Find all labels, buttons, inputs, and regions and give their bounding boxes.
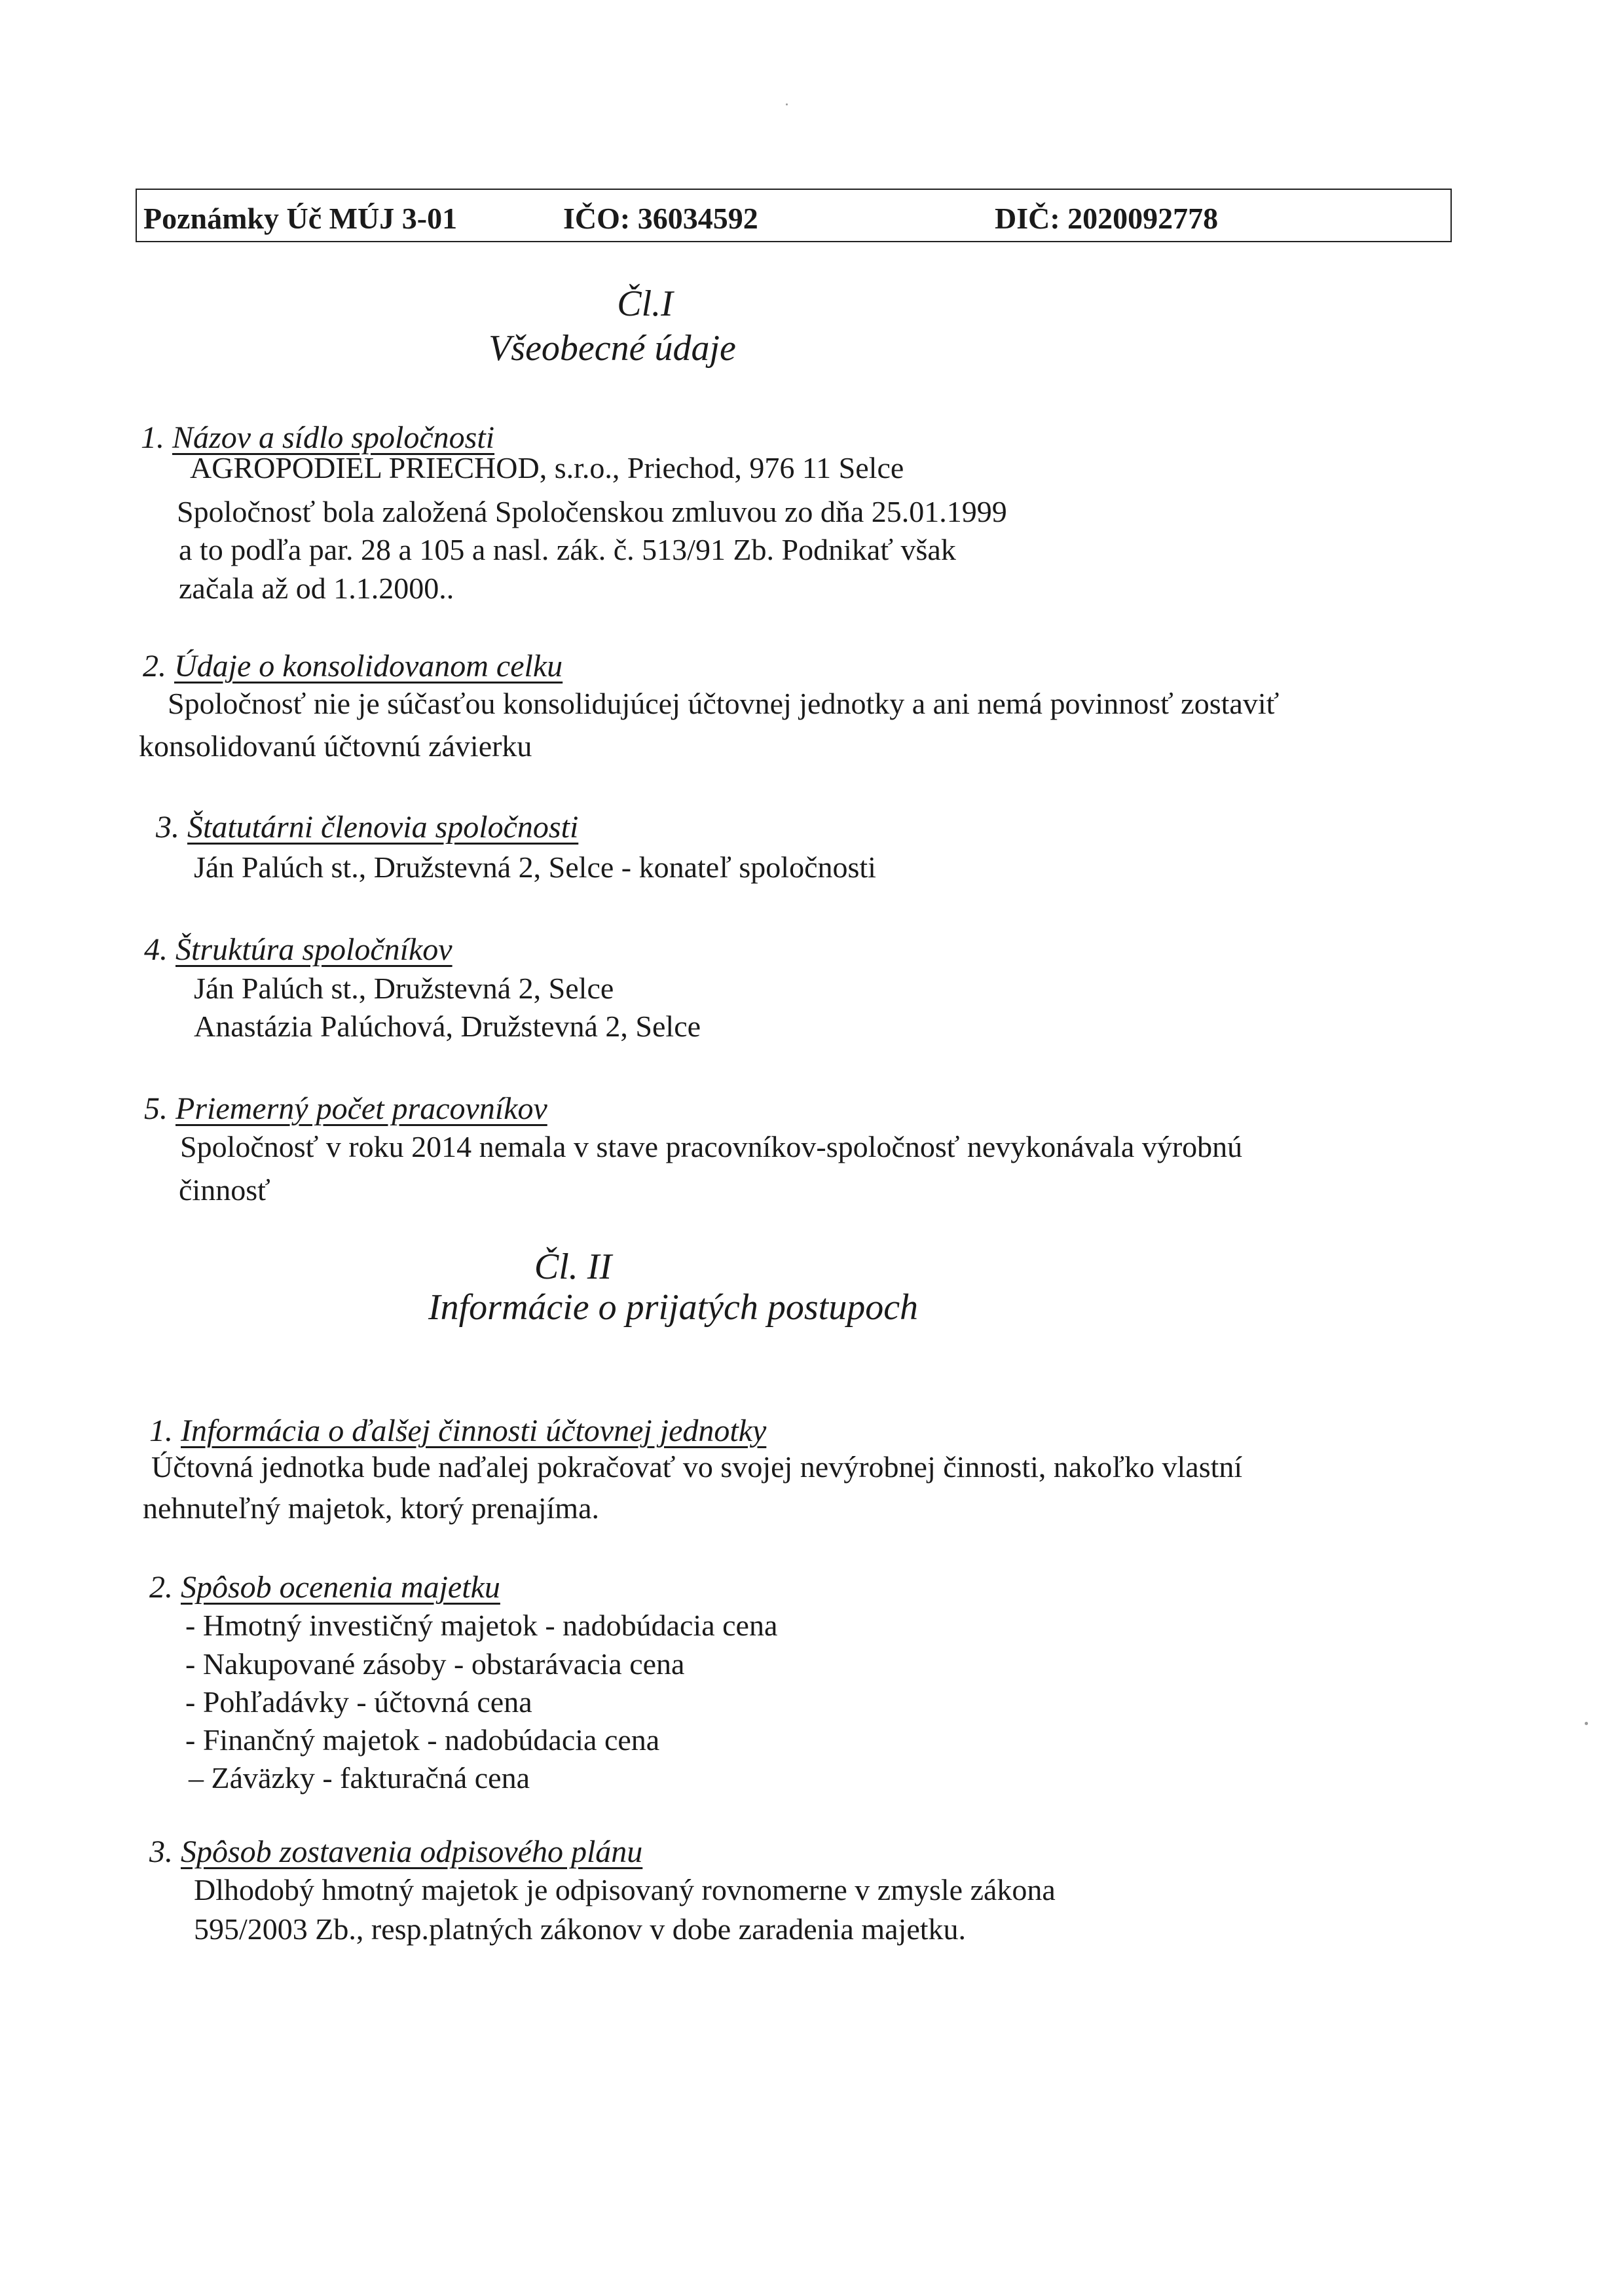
list-item: - Pohľadávky - účtovná cena [185, 1685, 532, 1719]
section-title: Štruktúra spoločníkov [175, 932, 452, 967]
text-line: nehnuteľný majetok, ktorý prenajíma. [143, 1491, 599, 1525]
section-number: 4. [144, 932, 168, 967]
text-line: 595/2003 Zb., resp.platných zákonov v dobe zaradenia majetku. [194, 1912, 967, 1946]
section-number: 2. [143, 649, 166, 683]
text-line: Ján Palúch st., Družstevná 2, Selce - konateľ spoločnosti [194, 850, 876, 884]
text-line: začala až od 1.1.2000.. [179, 572, 454, 605]
chapter2-number: Čl. II [534, 1247, 612, 1287]
section-number: 1. [141, 420, 164, 455]
header-box [136, 189, 1452, 242]
text-line: Dlhodobý hmotný majetok je odpisovaný rovnomerne v zmysle zákona [194, 1873, 1056, 1906]
chapter1-number: Čl.I [617, 283, 673, 324]
section-title: Spôsob ocenenia majetku [181, 1570, 500, 1605]
text-line: Spoločnosť v roku 2014 nemala v stave pracovníkov-spoločnosť nevykonávala výrobnú [180, 1130, 1243, 1163]
header-label: Poznámky Úč MÚJ 3-01 [143, 202, 458, 235]
section-title: Priemerný počet pracovníkov [175, 1091, 547, 1126]
list-item: – Záväzky - fakturačná cena [189, 1761, 530, 1795]
section-number: 5. [144, 1091, 168, 1126]
section-heading [144, 1091, 547, 1127]
list-item: - Hmotný investičný majetok - nadobúdacia cena [185, 1609, 778, 1642]
section-heading [149, 1569, 500, 1605]
scan-speck [786, 103, 788, 105]
text-line: Anastázia Palúchová, Družstevná 2, Selce [194, 1010, 701, 1043]
list-item: - Nakupované zásoby - obstarávacia cena [185, 1647, 685, 1681]
section-heading [144, 932, 452, 968]
section-heading [156, 809, 578, 845]
section-heading [149, 1834, 642, 1870]
section-title: Štatutárni členovia spoločnosti [187, 810, 579, 845]
list-item: - Finančný majetok - nadobúdacia cena [185, 1723, 660, 1757]
section-title: Spôsob zostavenia odpisového plánu [181, 1834, 643, 1869]
chapter1-title: Všeobecné údaje [489, 328, 736, 369]
section-heading [143, 648, 563, 684]
dic-number: DIČ: 2020092778 [995, 202, 1219, 235]
text-line: Ján Palúch st., Družstevná 2, Selce [194, 972, 614, 1005]
section-number: 2. [149, 1570, 173, 1605]
scan-speck [1585, 1722, 1588, 1725]
section-title: Údaje o konsolidovanom celku [174, 649, 563, 683]
text-line: Účtovná jednotka bude naďalej pokračovať vo svojej nevýrobnej činnosti, nakoľko vlastní [151, 1450, 1243, 1484]
section-title: Informácia o ďalšej činnosti účtovnej jednotky [181, 1413, 767, 1448]
section-number: 3. [149, 1834, 173, 1869]
section-number: 1. [149, 1413, 173, 1448]
section-title: Názov a sídlo spoločnosti [172, 420, 495, 455]
text-line: činnosť [179, 1173, 270, 1207]
chapter2-title: Informácie o prijatých postupoch [428, 1287, 919, 1328]
ico-number: IČO: 36034592 [563, 202, 758, 235]
section-heading [149, 1413, 766, 1449]
text-line: Spoločnosť nie je súčasťou konsolidujúcej účtovnej jednotky a ani nemá povinnosť zostaviť [168, 687, 1280, 720]
text-line: a to podľa par. 28 a 105 a nasl. zák. č. 513/91 Zb. Podnikať však [179, 533, 956, 566]
text-line: konsolidovanú účtovnú závierku [139, 729, 532, 763]
company-name-line: AGROPODIEL PRIECHOD, s.r.o., Priechod, 976 11 Selce [190, 451, 904, 484]
text-line: Spoločnosť bola založená Spoločenskou zmluvou zo dňa 25.01.1999 [177, 495, 1007, 528]
section-number: 3. [156, 810, 179, 845]
